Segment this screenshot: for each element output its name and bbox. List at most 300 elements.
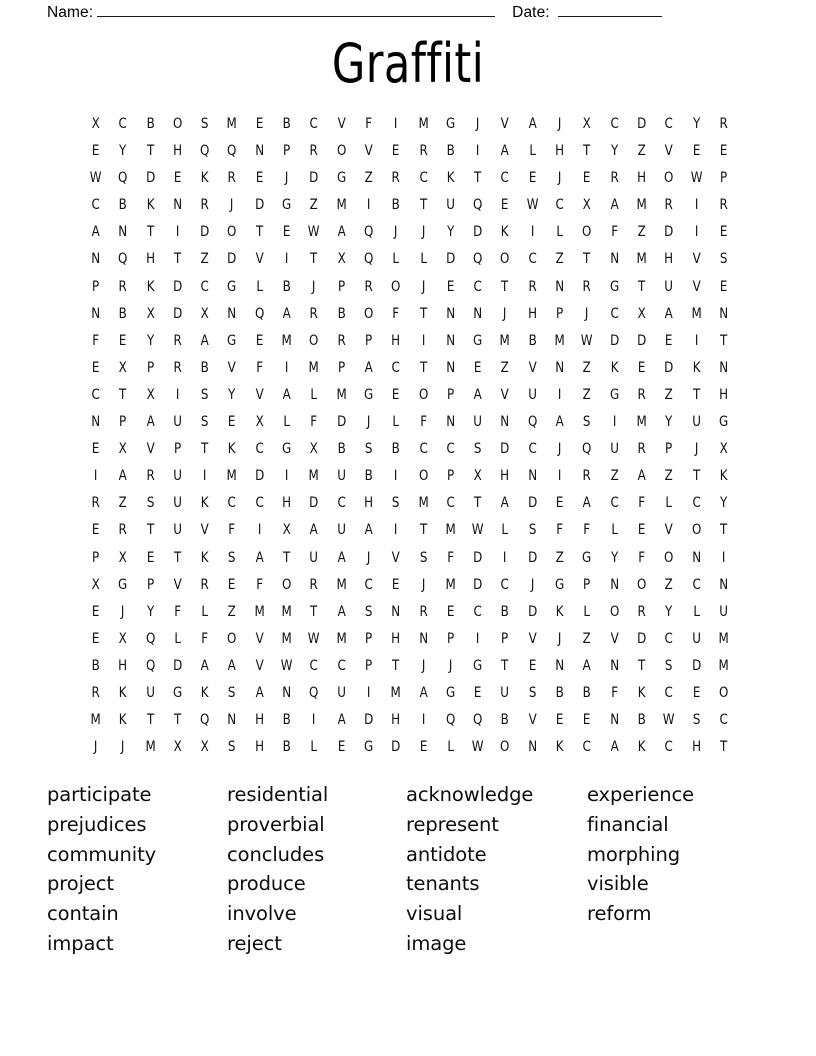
word-list-item[interactable]: involve — [227, 902, 297, 926]
grid-cell[interactable]: V — [255, 251, 264, 268]
grid-cell[interactable]: L — [310, 739, 318, 756]
grid-cell[interactable]: C — [555, 197, 564, 214]
grid-cell[interactable]: C — [337, 657, 346, 674]
grid-cell[interactable]: R — [391, 170, 401, 187]
grid-cell[interactable]: G — [118, 576, 128, 593]
grid-cell[interactable]: S — [419, 549, 427, 566]
grid-cell[interactable]: R — [173, 359, 182, 376]
grid-cell[interactable]: D — [172, 278, 183, 295]
grid-cell[interactable]: H — [500, 468, 510, 485]
grid-cell[interactable]: I — [366, 684, 371, 701]
grid-cell[interactable]: B — [364, 468, 373, 485]
grid-cell[interactable]: U — [446, 197, 455, 214]
grid-cell[interactable]: Q — [309, 684, 319, 701]
grid-cell[interactable]: J — [476, 116, 480, 132]
grid-cell[interactable]: T — [474, 170, 482, 187]
grid-cell[interactable]: D — [637, 630, 647, 647]
grid-cell[interactable]: C — [419, 170, 428, 187]
grid-cell[interactable]: U — [336, 522, 346, 539]
grid-cell[interactable]: P — [283, 143, 291, 160]
grid-cell[interactable]: J — [230, 197, 234, 214]
grid-cell[interactable]: X — [118, 549, 128, 566]
grid-cell[interactable]: I — [203, 468, 207, 485]
grid-cell[interactable]: Z — [228, 603, 237, 620]
grid-cell[interactable]: C — [528, 441, 537, 458]
grid-cell[interactable]: E — [91, 143, 100, 160]
grid-cell[interactable]: S — [146, 495, 155, 512]
grid-cell[interactable]: P — [92, 549, 100, 566]
grid-cell[interactable]: K — [610, 359, 619, 376]
grid-cell[interactable]: C — [610, 495, 619, 512]
grid-cell[interactable]: A — [282, 305, 291, 322]
grid-cell[interactable]: R — [118, 278, 128, 295]
grid-cell[interactable]: T — [392, 657, 400, 674]
grid-cell[interactable]: J — [421, 657, 425, 674]
grid-cell[interactable]: C — [473, 603, 482, 620]
grid-cell[interactable]: P — [365, 657, 373, 674]
grid-cell[interactable]: V — [528, 712, 537, 729]
grid-cell[interactable]: E — [474, 684, 482, 701]
grid-cell[interactable]: J — [694, 441, 698, 458]
grid-cell[interactable]: M — [281, 603, 292, 620]
grid-cell[interactable]: R — [582, 468, 592, 485]
grid-cell[interactable]: G — [227, 332, 237, 349]
grid-cell[interactable]: A — [364, 359, 373, 376]
grid-cell[interactable]: F — [365, 116, 373, 132]
grid-cell[interactable]: V — [664, 143, 673, 160]
grid-cell[interactable]: E — [719, 278, 728, 295]
grid-cell[interactable]: T — [146, 224, 154, 241]
grid-cell[interactable]: L — [283, 414, 291, 431]
grid-cell[interactable]: C — [391, 359, 401, 376]
grid-cell[interactable]: H — [664, 251, 674, 268]
grid-cell[interactable]: I — [476, 143, 480, 160]
grid-cell[interactable]: A — [337, 603, 346, 620]
grid-cell[interactable]: N — [609, 251, 619, 268]
grid-cell[interactable]: G — [282, 441, 292, 458]
grid-cell[interactable]: Z — [637, 143, 646, 160]
grid-cell[interactable]: M — [445, 522, 456, 539]
grid-cell[interactable]: L — [392, 251, 400, 268]
grid-cell[interactable]: E — [337, 739, 346, 756]
grid-cell[interactable]: G — [445, 684, 456, 701]
grid-cell[interactable]: L — [419, 251, 427, 268]
grid-cell[interactable]: C — [610, 116, 619, 132]
grid-cell[interactable]: Y — [119, 143, 127, 160]
grid-cell[interactable]: R — [200, 576, 209, 593]
grid-cell[interactable]: C — [582, 739, 592, 756]
grid-cell[interactable]: T — [419, 305, 427, 322]
grid-cell[interactable]: J — [421, 224, 425, 241]
grid-cell[interactable]: H — [691, 739, 701, 756]
grid-cell[interactable]: D — [172, 305, 183, 322]
grid-cell[interactable]: A — [610, 197, 619, 214]
grid-cell[interactable]: L — [174, 630, 181, 647]
grid-cell[interactable]: O — [227, 630, 237, 647]
grid-cell[interactable]: F — [419, 414, 427, 431]
grid-cell[interactable]: B — [118, 197, 128, 214]
grid-cell[interactable]: Y — [665, 414, 673, 431]
grid-cell[interactable]: A — [337, 712, 346, 729]
grid-cell[interactable]: B — [501, 712, 510, 729]
grid-cell[interactable]: E — [91, 630, 100, 647]
grid-cell[interactable]: E — [119, 332, 127, 349]
grid-cell[interactable]: D — [309, 495, 319, 512]
grid-cell[interactable]: H — [282, 495, 292, 512]
grid-cell[interactable]: H — [173, 143, 183, 160]
grid-cell[interactable]: E — [637, 359, 646, 376]
grid-cell[interactable]: M — [418, 116, 429, 132]
grid-cell[interactable]: V — [364, 143, 373, 160]
grid-cell[interactable]: V — [255, 657, 264, 674]
grid-cell[interactable]: O — [609, 603, 619, 620]
grid-cell[interactable]: X — [91, 116, 100, 132]
grid-cell[interactable]: H — [718, 386, 728, 403]
grid-cell[interactable]: Q — [227, 143, 237, 160]
grid-cell[interactable]: N — [500, 414, 510, 431]
grid-cell[interactable]: E — [146, 549, 155, 566]
grid-cell[interactable]: M — [554, 332, 565, 349]
grid-cell[interactable]: P — [501, 630, 509, 647]
grid-cell[interactable]: B — [501, 603, 510, 620]
grid-cell[interactable]: E — [583, 712, 591, 729]
grid-cell[interactable]: E — [419, 739, 427, 756]
grid-cell[interactable]: R — [419, 603, 428, 620]
grid-cell[interactable]: S — [528, 522, 537, 539]
grid-cell[interactable]: G — [363, 386, 374, 403]
grid-cell[interactable]: J — [121, 739, 125, 756]
grid-cell[interactable]: E — [583, 170, 591, 187]
grid-cell[interactable]: W — [89, 170, 102, 187]
grid-cell[interactable]: T — [583, 143, 591, 160]
grid-cell[interactable]: X — [118, 441, 128, 458]
grid-cell[interactable]: S — [719, 251, 728, 268]
grid-cell[interactable]: A — [664, 305, 673, 322]
grid-cell[interactable]: A — [200, 332, 209, 349]
grid-cell[interactable]: D — [637, 332, 647, 349]
grid-cell[interactable]: Y — [146, 603, 154, 620]
grid-cell[interactable]: N — [118, 224, 128, 241]
grid-cell[interactable]: L — [501, 522, 509, 539]
grid-cell[interactable]: S — [228, 549, 236, 566]
grid-cell[interactable]: U — [336, 468, 346, 485]
grid-cell[interactable]: N — [446, 332, 455, 349]
grid-cell[interactable]: T — [146, 143, 154, 160]
grid-cell[interactable]: R — [610, 170, 619, 187]
grid-cell[interactable]: I — [366, 197, 371, 214]
grid-cell[interactable]: V — [692, 278, 701, 295]
grid-cell[interactable]: E — [228, 414, 236, 431]
grid-cell[interactable]: M — [336, 197, 347, 214]
grid-cell[interactable]: P — [92, 278, 100, 295]
grid-cell[interactable]: E — [719, 143, 728, 160]
grid-cell[interactable]: I — [530, 224, 535, 241]
grid-cell[interactable]: B — [555, 684, 564, 701]
grid-cell[interactable]: I — [284, 251, 289, 268]
grid-cell[interactable]: B — [146, 116, 155, 132]
grid-cell[interactable]: K — [555, 739, 564, 756]
grid-cell[interactable]: M — [691, 305, 702, 322]
grid-cell[interactable]: O — [363, 305, 374, 322]
grid-cell[interactable]: C — [664, 630, 674, 647]
grid-cell[interactable]: A — [118, 468, 128, 485]
grid-cell[interactable]: T — [173, 712, 182, 729]
grid-cell[interactable]: C — [227, 495, 237, 512]
grid-cell[interactable]: Y — [719, 495, 728, 512]
grid-cell[interactable]: C — [91, 197, 100, 214]
grid-cell[interactable]: W — [308, 224, 320, 241]
grid-cell[interactable]: D — [664, 359, 674, 376]
grid-cell[interactable]: M — [499, 332, 511, 349]
grid-cell[interactable]: X — [146, 386, 155, 403]
grid-cell[interactable]: M — [308, 359, 320, 376]
grid-cell[interactable]: A — [473, 386, 482, 403]
grid-cell[interactable]: M — [636, 414, 647, 431]
grid-cell[interactable]: A — [255, 684, 264, 701]
grid-cell[interactable]: E — [555, 712, 564, 729]
grid-cell[interactable]: U — [473, 414, 483, 431]
grid-cell[interactable]: K — [200, 549, 209, 566]
grid-cell[interactable]: R — [337, 332, 346, 349]
grid-cell[interactable]: D — [609, 332, 619, 349]
grid-cell[interactable]: E — [692, 143, 700, 160]
grid-cell[interactable]: N — [227, 712, 237, 729]
grid-cell[interactable]: X — [200, 739, 209, 756]
grid-cell[interactable]: E — [255, 332, 264, 349]
word-list-item[interactable]: tenants — [406, 872, 480, 896]
grid-cell[interactable]: I — [421, 712, 425, 729]
grid-cell[interactable]: I — [312, 712, 316, 729]
grid-cell[interactable]: L — [665, 495, 673, 512]
grid-cell[interactable]: M — [390, 684, 402, 701]
grid-cell[interactable]: P — [719, 170, 728, 187]
grid-cell[interactable]: L — [583, 603, 591, 620]
grid-cell[interactable]: C — [719, 712, 728, 729]
grid-cell[interactable]: G — [363, 739, 374, 756]
grid-cell[interactable]: W — [471, 739, 484, 756]
grid-cell[interactable]: T — [719, 739, 728, 756]
grid-cell[interactable]: N — [527, 468, 537, 485]
grid-cell[interactable]: F — [256, 359, 263, 376]
word-list-item[interactable]: produce — [227, 872, 306, 896]
grid-cell[interactable]: Q — [254, 305, 265, 322]
grid-cell[interactable]: R — [309, 576, 319, 593]
grid-cell[interactable]: H — [391, 332, 401, 349]
grid-cell[interactable]: O — [718, 684, 729, 701]
grid-cell[interactable]: I — [476, 630, 480, 647]
grid-cell[interactable]: J — [121, 603, 125, 620]
grid-cell[interactable]: S — [692, 712, 700, 729]
word-list-item[interactable]: prejudices — [47, 812, 147, 836]
grid-cell[interactable]: I — [503, 549, 507, 566]
grid-cell[interactable]: V — [528, 359, 537, 376]
grid-cell[interactable]: J — [448, 657, 453, 674]
grid-cell[interactable]: X — [309, 441, 319, 458]
grid-cell[interactable]: D — [473, 576, 483, 593]
grid-cell[interactable]: A — [501, 143, 510, 160]
grid-cell[interactable]: C — [500, 576, 510, 593]
grid-cell[interactable]: K — [501, 224, 510, 241]
grid-cell[interactable]: R — [528, 278, 537, 295]
grid-cell[interactable]: G — [336, 170, 346, 187]
grid-cell[interactable]: Z — [664, 386, 673, 403]
grid-cell[interactable]: H — [555, 143, 565, 160]
grid-cell[interactable]: O — [500, 251, 510, 268]
grid-cell[interactable]: B — [91, 657, 100, 674]
grid-cell[interactable]: L — [310, 386, 318, 403]
grid-cell[interactable]: O — [500, 739, 510, 756]
grid-cell[interactable]: O — [391, 278, 401, 295]
grid-cell[interactable]: A — [309, 522, 319, 539]
grid-cell[interactable]: T — [173, 251, 182, 268]
grid-cell[interactable]: E — [637, 522, 646, 539]
grid-cell[interactable]: O — [636, 576, 647, 593]
grid-cell[interactable]: B — [582, 684, 592, 701]
grid-cell[interactable]: P — [665, 441, 673, 458]
grid-cell[interactable]: C — [692, 495, 701, 512]
grid-cell[interactable]: J — [557, 630, 562, 647]
grid-cell[interactable]: X — [637, 305, 646, 322]
grid-cell[interactable]: O — [418, 468, 428, 485]
grid-cell[interactable]: T — [310, 603, 318, 620]
grid-cell[interactable]: R — [173, 332, 182, 349]
grid-cell[interactable]: G — [445, 116, 456, 132]
grid-cell[interactable]: I — [394, 116, 398, 132]
word-list-item[interactable]: acknowledge — [406, 783, 534, 806]
grid-cell[interactable]: U — [173, 468, 182, 485]
grid-cell[interactable]: M — [336, 630, 347, 647]
grid-cell[interactable]: K — [637, 739, 646, 756]
grid-cell[interactable]: D — [200, 224, 210, 241]
grid-cell[interactable]: H — [254, 739, 264, 756]
grid-cell[interactable]: F — [610, 224, 618, 241]
grid-cell[interactable]: T — [173, 549, 182, 566]
grid-cell[interactable]: Y — [228, 386, 236, 403]
grid-cell[interactable]: J — [530, 576, 535, 593]
grid-cell[interactable]: N — [609, 712, 619, 729]
grid-cell[interactable]: E — [446, 278, 455, 295]
grid-cell[interactable]: U — [719, 603, 728, 620]
grid-cell[interactable]: U — [173, 522, 182, 539]
grid-cell[interactable]: P — [365, 630, 373, 647]
grid-cell[interactable]: N — [254, 143, 264, 160]
grid-cell[interactable]: V — [692, 251, 701, 268]
grid-cell[interactable]: I — [694, 224, 698, 241]
grid-cell[interactable]: B — [528, 332, 537, 349]
grid-cell[interactable]: A — [282, 386, 291, 403]
grid-cell[interactable]: N — [91, 414, 101, 431]
grid-cell[interactable]: B — [118, 305, 128, 322]
grid-cell[interactable]: K — [692, 359, 701, 376]
grid-cell[interactable]: A — [337, 224, 346, 241]
word-list-item[interactable]: concludes — [227, 842, 325, 866]
grid-cell[interactable]: C — [664, 739, 674, 756]
grid-cell[interactable]: F — [92, 332, 100, 349]
grid-cell[interactable]: U — [309, 549, 319, 566]
grid-cell[interactable]: F — [556, 522, 564, 539]
grid-cell[interactable]: J — [557, 170, 562, 187]
grid-cell[interactable]: I — [175, 224, 180, 241]
grid-cell[interactable]: E — [392, 386, 400, 403]
grid-cell[interactable]: G — [172, 684, 183, 701]
grid-cell[interactable]: C — [664, 684, 674, 701]
word-list-item[interactable]: reject — [227, 931, 282, 955]
grid-cell[interactable]: F — [256, 576, 263, 593]
grid-cell[interactable]: H — [527, 305, 537, 322]
grid-cell[interactable]: A — [364, 522, 373, 539]
word-list-item[interactable]: contain — [47, 902, 119, 926]
grid-cell[interactable]: D — [254, 468, 265, 485]
grid-cell[interactable]: B — [637, 712, 646, 729]
grid-cell[interactable]: W — [526, 197, 539, 214]
grid-cell[interactable]: K — [719, 468, 728, 485]
grid-cell[interactable]: N — [446, 359, 455, 376]
grid-cell[interactable]: R — [637, 386, 646, 403]
grid-cell[interactable]: R — [364, 278, 373, 295]
grid-cell[interactable]: E — [255, 116, 264, 132]
grid-cell[interactable]: F — [610, 684, 618, 701]
grid-cell[interactable]: A — [91, 224, 100, 241]
grid-cell[interactable]: T — [474, 495, 482, 512]
grid-cell[interactable]: F — [583, 522, 591, 539]
grid-cell[interactable]: L — [447, 739, 454, 756]
grid-cell[interactable]: A — [419, 684, 428, 701]
grid-cell[interactable]: T — [637, 278, 646, 295]
grid-cell[interactable]: X — [200, 305, 209, 322]
grid-cell[interactable]: T — [201, 441, 209, 458]
grid-cell[interactable]: A — [582, 495, 592, 512]
grid-cell[interactable]: V — [501, 116, 510, 132]
grid-cell[interactable]: E — [91, 522, 100, 539]
grid-cell[interactable]: D — [691, 657, 701, 674]
grid-cell[interactable]: S — [665, 657, 673, 674]
grid-cell[interactable]: D — [527, 549, 537, 566]
grid-cell[interactable]: R — [719, 116, 728, 132]
grid-cell[interactable]: H — [118, 657, 128, 674]
word-list-item[interactable]: antidote — [406, 842, 487, 866]
grid-cell[interactable]: C — [337, 495, 346, 512]
grid-cell[interactable]: C — [692, 576, 701, 593]
grid-cell[interactable]: T — [583, 251, 591, 268]
grid-cell[interactable]: D — [637, 116, 647, 132]
grid-cell[interactable]: E — [555, 495, 564, 512]
grid-cell[interactable]: H — [637, 170, 647, 187]
grid-cell[interactable]: T — [146, 712, 154, 729]
grid-cell[interactable]: C — [610, 305, 619, 322]
grid-cell[interactable]: E — [91, 359, 100, 376]
grid-cell[interactable]: K — [200, 684, 209, 701]
name-input[interactable] — [97, 2, 495, 17]
grid-cell[interactable]: Z — [582, 359, 592, 376]
word-list-item[interactable]: residential — [227, 783, 329, 806]
grid-cell[interactable]: K — [146, 197, 155, 214]
grid-cell[interactable]: U — [691, 630, 701, 647]
grid-cell[interactable]: O — [582, 224, 592, 241]
grid-cell[interactable]: E — [528, 657, 537, 674]
grid-cell[interactable]: O — [282, 576, 292, 593]
grid-cell[interactable]: Z — [610, 468, 619, 485]
grid-cell[interactable]: I — [394, 468, 398, 485]
grid-cell[interactable]: I — [612, 414, 617, 431]
grid-cell[interactable]: P — [446, 468, 455, 485]
grid-cell[interactable]: M — [281, 332, 292, 349]
grid-cell[interactable]: N — [473, 305, 483, 322]
grid-cell[interactable]: O — [418, 386, 428, 403]
grid-cell[interactable]: U — [145, 684, 155, 701]
grid-cell[interactable]: A — [228, 657, 237, 674]
grid-cell[interactable]: V — [146, 441, 155, 458]
grid-cell[interactable]: S — [364, 441, 373, 458]
